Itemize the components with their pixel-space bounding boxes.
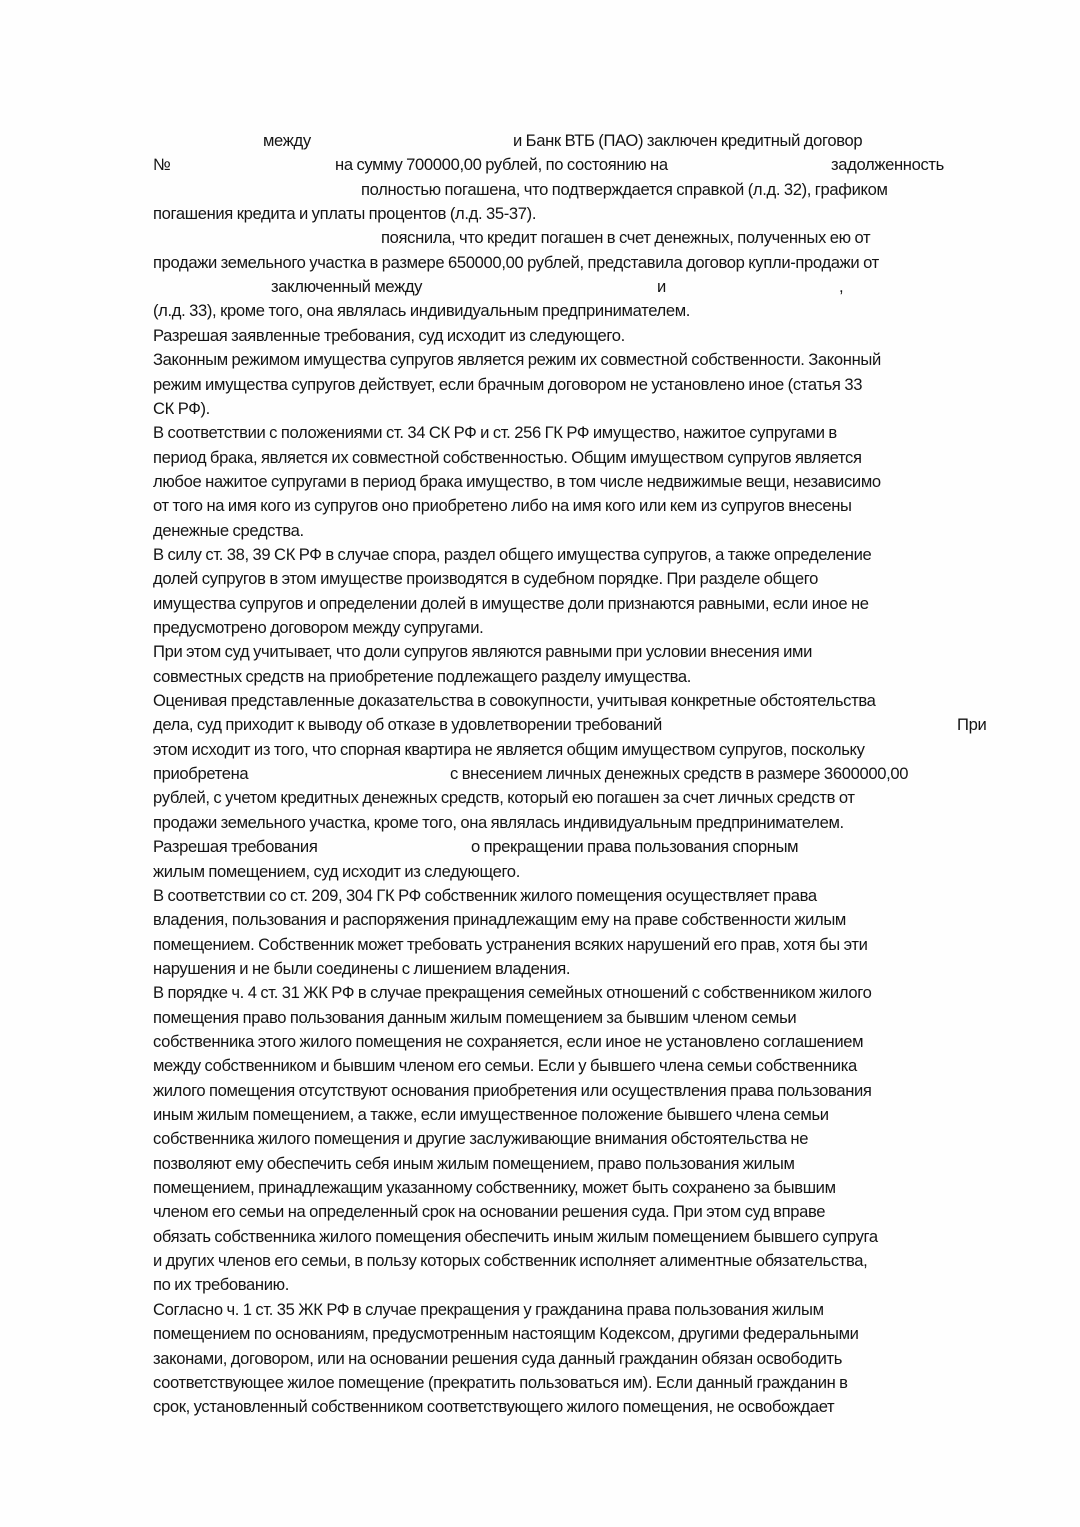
text-fragment: позволяют ему обеспечить себя иным жилым помещением, право пользования жилым [153,1153,795,1173]
text-fragment: жилым помещением, суд исходит из следующего. [153,861,520,881]
text-fragment: по их требованию. [153,1275,290,1295]
text-fragment: имущества супругов и определении долей в имуществе доли признаются равными, если иное не [153,593,869,613]
text-fragment: режим имущества супругов действует, если брачным договором не установлено иное (статья 33 [153,374,863,394]
text-fragment: срок, установленный собственником соответствующего жилого помещения, не освобождает [153,1397,835,1417]
text-fragment: владения, пользования и распоряжения принадлежащим ему на праве собственности жилым [153,910,846,930]
text-fragment: между [263,131,311,150]
text-fragment: от того на имя кого из супругов оно приобретено либо на имя кого или кем из супругов внесены [153,496,852,516]
text-fragment: собственника жилого помещения и другие заслуживающие внимания обстоятельства не [153,1129,809,1149]
text-fragment: и [657,277,666,297]
text-fragment: помещением. Собственник может требовать устранения всяких нарушений его прав, хотя бы эти [153,934,868,954]
text-fragment: нарушения и не были соединены с лишением владения. [153,958,571,978]
text-fragment: № [153,155,171,175]
text-fragment: иным жилым помещением, а также, если имущественное положение бывшего члена семьи [153,1105,829,1124]
text-fragment: приобретена [153,764,249,784]
text-fragment: долей супругов в этом имуществе производятся в судебном порядке. При разделе общего [153,569,818,589]
text-fragment: рублей, с учетом кредитных денежных средств, который ею погашен за счет личных средств от [153,788,855,808]
text-fragment: В порядке ч. 4 ст. 31 ЖК РФ в случае прекращения семейных отношений с собственником жилого [153,983,872,1003]
text-fragment: помещением, принадлежащим указанному собственнику, может быть сохранено за бывшим [153,1178,836,1198]
text-fragment: заключенный между [271,277,423,297]
text-fragment: предусмотрено договором между супругами. [153,618,484,637]
text-fragment: Согласно ч. 1 ст. 35 ЖК РФ в случае прекращения у гражданина права пользования жилым [153,1299,824,1319]
text-fragment: с внесением личных денежных средств в размере 3600000,00 [450,764,909,784]
text-fragment: продажи земельного участка в размере 650000,00 рублей, представила договор купли-продажи от [153,252,879,272]
text-fragment: жилого помещения отсутствуют основания приобретения или осуществления права пользования [153,1080,872,1100]
text-fragment: период брака, является их совместной собственностью. Общим имуществом супругов является [153,447,862,467]
text-fragment: между собственником и бывшим членом его семьи. Если у бывшего члена семьи собственника [153,1056,857,1076]
text-fragment: любое нажитое супругами в период брака имущество, в том числе недвижимые вещи, независимо [153,471,881,491]
text-fragment: собственника этого жилого помещения не сохраняется, если иное не установлено соглашением [153,1031,864,1051]
text-fragment: законами, договором, или на основании решения суда данный гражданин обязан освободить [153,1348,843,1368]
text-fragment: денежные средства. [153,520,304,540]
text-fragment: дела, суд приходит к выводу об отказе в удовлетворении требований [153,715,662,735]
text-fragment: , [839,277,844,297]
text-fragment: членом его семьи на определенный срок на основании решения суда. При этом суд вправе [153,1202,826,1222]
text-fragment: В соответствии с положениями ст. 34 СК РФ и ст. 256 ГК РФ имущество, нажитое супругами в [153,423,837,443]
text-fragment: В соответствии со ст. 209, 304 ГК РФ собственник жилого помещения осуществляет права [153,885,817,905]
text-fragment: пояснила, что кредит погашен в счет денежных, полученных ею от [381,228,871,248]
text-fragment: (л.д. 33), кроме того, она являлась индивидуальным предпринимателем. [153,301,691,321]
text-fragment: Оценивая представленные доказательства в совокупности, учитывая конкретные обстоятельства [153,691,876,711]
text-fragment: этом исходит из того, что спорная квартира не является общим имуществом супругов, поскольку [153,739,865,759]
text-fragment: В силу ст. 38, 39 СК РФ в случае спора, раздел общего имущества супругов, а также определение [153,544,872,564]
text-fragment: на сумму 700000,00 рублей, по состоянию на [335,155,668,175]
text-fragment: о прекращении права пользования спорным [471,837,799,857]
text-fragment: Законным режимом имущества супругов является режим их совместной собственности. Законный [153,350,881,370]
text-fragment: погашения кредита и уплаты процентов (л.д. 35-37). [153,204,537,224]
text-fragment: При этом суд учитывает, что доли супругов являются равными при условии внесения ими [153,642,813,662]
text-fragment: помещения право пользования данным жилым помещением за бывшим членом семьи [153,1007,797,1027]
text-fragment: Разрешая требования [153,837,318,857]
text-fragment: и Банк ВТБ (ПАО) заключен кредитный договор [513,131,863,150]
text-fragment: полностью погашена, что подтверждается справкой (л.д. 32), графиком [361,179,888,199]
text-fragment: обязать собственника жилого помещения обеспечить иным жилым помещением бывшего супруга [153,1226,878,1246]
text-fragment: соответствующее жилое помещение (прекратить пользоваться им). Если данный гражданин в [153,1372,848,1392]
text-fragment: продажи земельного участка, кроме того, она являлась индивидуальным предпринимателем. [153,812,844,832]
text-fragment: и других членов его семьи, в пользу которых собственник исполняет алиментные обязательства, [153,1251,868,1271]
text-fragment: совместных средств на приобретение подлежащего разделу имущества. [153,666,692,686]
text-fragment: задолженность [831,155,944,175]
text-fragment: При [957,715,987,735]
text-fragment: СК РФ). [153,398,210,418]
text-fragment: помещением по основаниям, предусмотренным настоящим Кодексом, другими федеральными [153,1324,859,1344]
text-fragment: Разрешая заявленные требования, суд исходит из следующего. [153,325,625,345]
